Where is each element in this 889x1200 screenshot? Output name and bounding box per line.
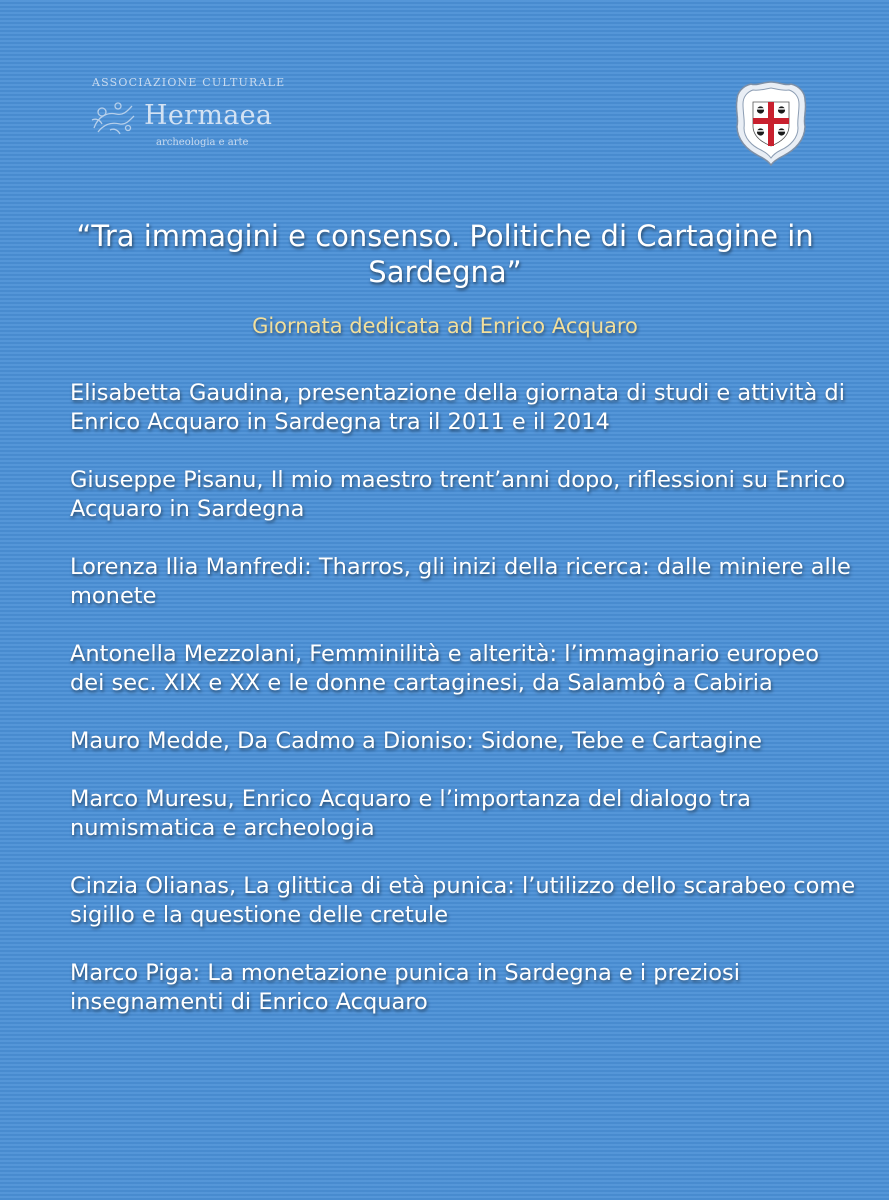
program-item: Marco Muresu, Enrico Acquaro e l’importanza del dialogo tra numismatica e archeologia bbox=[70, 786, 751, 841]
program-item: Antonella Mezzolani, Femminilità e alterità: l’immaginario europeo dei sec. XIX e XX e le donne cartaginesi, da Salambộ a Cabiria bbox=[70, 641, 820, 696]
program-item: Elisabetta Gaudina, presentazione della giornata di studi e attività di Enrico Acquaro in Sardegna tra il 2011 e il 2014 bbox=[70, 380, 845, 435]
logo-tagline: archeologia e arte bbox=[156, 137, 249, 148]
program-item: Cinzia Olianas, La glittica di età punica: l’utilizzo dello scarabeo come sigillo e la questione delle cretule bbox=[70, 873, 856, 928]
program-item: Mauro Medde, Da Cadmo a Dioniso: Sidone, Tebe e Cartagine bbox=[70, 728, 763, 754]
page-title: “Tra immagini e consenso. Politiche di Cartagine in Sardegna” bbox=[76, 219, 814, 289]
program-item: Giuseppe Pisanu, Il mio maestro trent’anni dopo, riflessioni su Enrico Acquaro in Sardegna bbox=[70, 467, 846, 522]
program-item: Marco Piga: La monetazione punica in Sardegna e i preziosi insegnamenti di Enrico Acquaro bbox=[70, 960, 740, 1015]
program-item: Lorenza Ilia Manfredi: Tharros, gli inizi della ricerca: dalle miniere alle monete bbox=[70, 554, 851, 609]
logo-association-text: ASSOCIAZIONE CULTURALE bbox=[92, 76, 286, 89]
hermaea-emblem-icon bbox=[88, 98, 138, 138]
page-subtitle: Giornata dedicata ad Enrico Acquaro bbox=[252, 314, 638, 338]
logo-name: Hermaea bbox=[144, 100, 273, 131]
sardinia-coat-of-arms-icon bbox=[733, 80, 809, 166]
hermaea-logo bbox=[88, 76, 286, 156]
program-list bbox=[70, 379, 860, 1046]
